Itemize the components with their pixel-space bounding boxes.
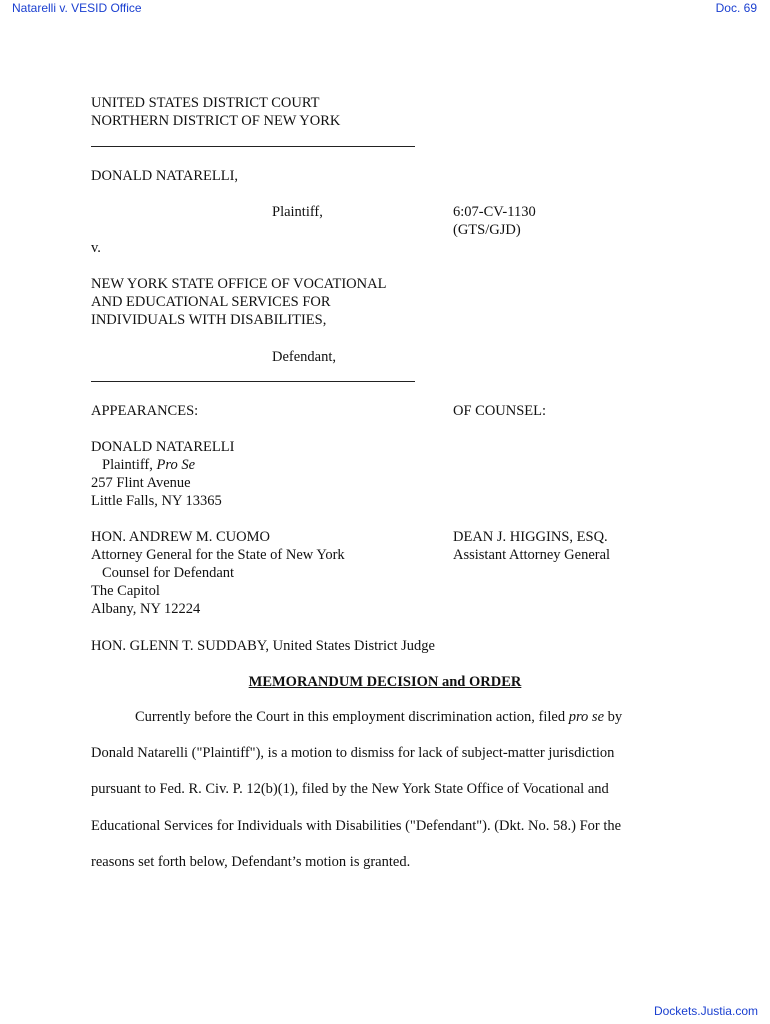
defendant-counsel-role: Counsel for Defendant bbox=[102, 565, 235, 581]
defendant-counsel-title: Attorney General for the State of New York bbox=[91, 547, 345, 563]
caption-rule-top bbox=[91, 146, 415, 147]
plaintiff-address-city: Little Falls, NY 13365 bbox=[91, 493, 222, 509]
defendant-name-line3: INDIVIDUALS WITH DISABILITIES, bbox=[91, 312, 327, 328]
plaintiff-address-street: 257 Flint Avenue bbox=[91, 475, 191, 491]
defendant-address-street: The Capitol bbox=[91, 583, 160, 599]
defendant-counsel-name: HON. ANDREW M. CUOMO bbox=[91, 529, 270, 545]
of-counsel-label: OF COUNSEL: bbox=[453, 403, 547, 419]
plaintiff-name: DONALD NATARELLI, bbox=[91, 168, 239, 184]
plaintiff-appearance-name: DONALD NATARELLI bbox=[91, 439, 235, 455]
body-line-3: pursuant to Fed. R. Civ. P. 12(b)(1), filed by the New York State Office of Vocational and bbox=[91, 781, 609, 797]
court-district: NORTHERN DISTRICT OF NEW YORK bbox=[91, 113, 341, 129]
case-number: 6:07-CV-1130 bbox=[453, 204, 536, 220]
caption-rule-bottom bbox=[91, 381, 415, 382]
defendant-name-line2: AND EDUCATIONAL SERVICES FOR bbox=[91, 294, 331, 310]
appearances-label: APPEARANCES: bbox=[91, 403, 199, 419]
header-doc-number-link[interactable]: Doc. 69 bbox=[715, 1, 757, 15]
document-title: MEMORANDUM DECISION and ORDER bbox=[248, 674, 522, 690]
body-line-1: Currently before the Court in this employment discrimination action, filed pro se by bbox=[135, 709, 623, 725]
header-case-link[interactable]: Natarelli v. VESID Office bbox=[12, 1, 142, 15]
defendant-name-line1: NEW YORK STATE OFFICE OF VOCATIONAL bbox=[91, 276, 387, 292]
court-name: UNITED STATES DISTRICT COURT bbox=[91, 95, 320, 111]
of-counsel-name: DEAN J. HIGGINS, ESQ. bbox=[453, 529, 608, 545]
body-line-4: Educational Services for Individuals with Disabilities ("Defendant"). (Dkt. No. 58.) For the bbox=[91, 818, 622, 834]
defendant-address-city: Albany, NY 12224 bbox=[91, 601, 201, 617]
plaintiff-appearance-role: Plaintiff, Pro Se bbox=[102, 457, 196, 473]
body-line-2: Donald Natarelli ("Plaintiff"), is a motion to dismiss for lack of subject-matter jurisdiction bbox=[91, 745, 615, 761]
footer-justia-link[interactable]: Dockets.Justia.com bbox=[653, 1004, 758, 1018]
of-counsel-title: Assistant Attorney General bbox=[453, 547, 611, 563]
versus: v. bbox=[91, 240, 101, 256]
plaintiff-role: Plaintiff, bbox=[272, 204, 323, 220]
judge-line: HON. GLENN T. SUDDABY, United States District Judge bbox=[91, 638, 435, 654]
defendant-role: Defendant, bbox=[272, 349, 337, 365]
body-line-5: reasons set forth below, Defendant’s motion is granted. bbox=[91, 854, 411, 870]
case-judges: (GTS/GJD) bbox=[453, 222, 521, 238]
